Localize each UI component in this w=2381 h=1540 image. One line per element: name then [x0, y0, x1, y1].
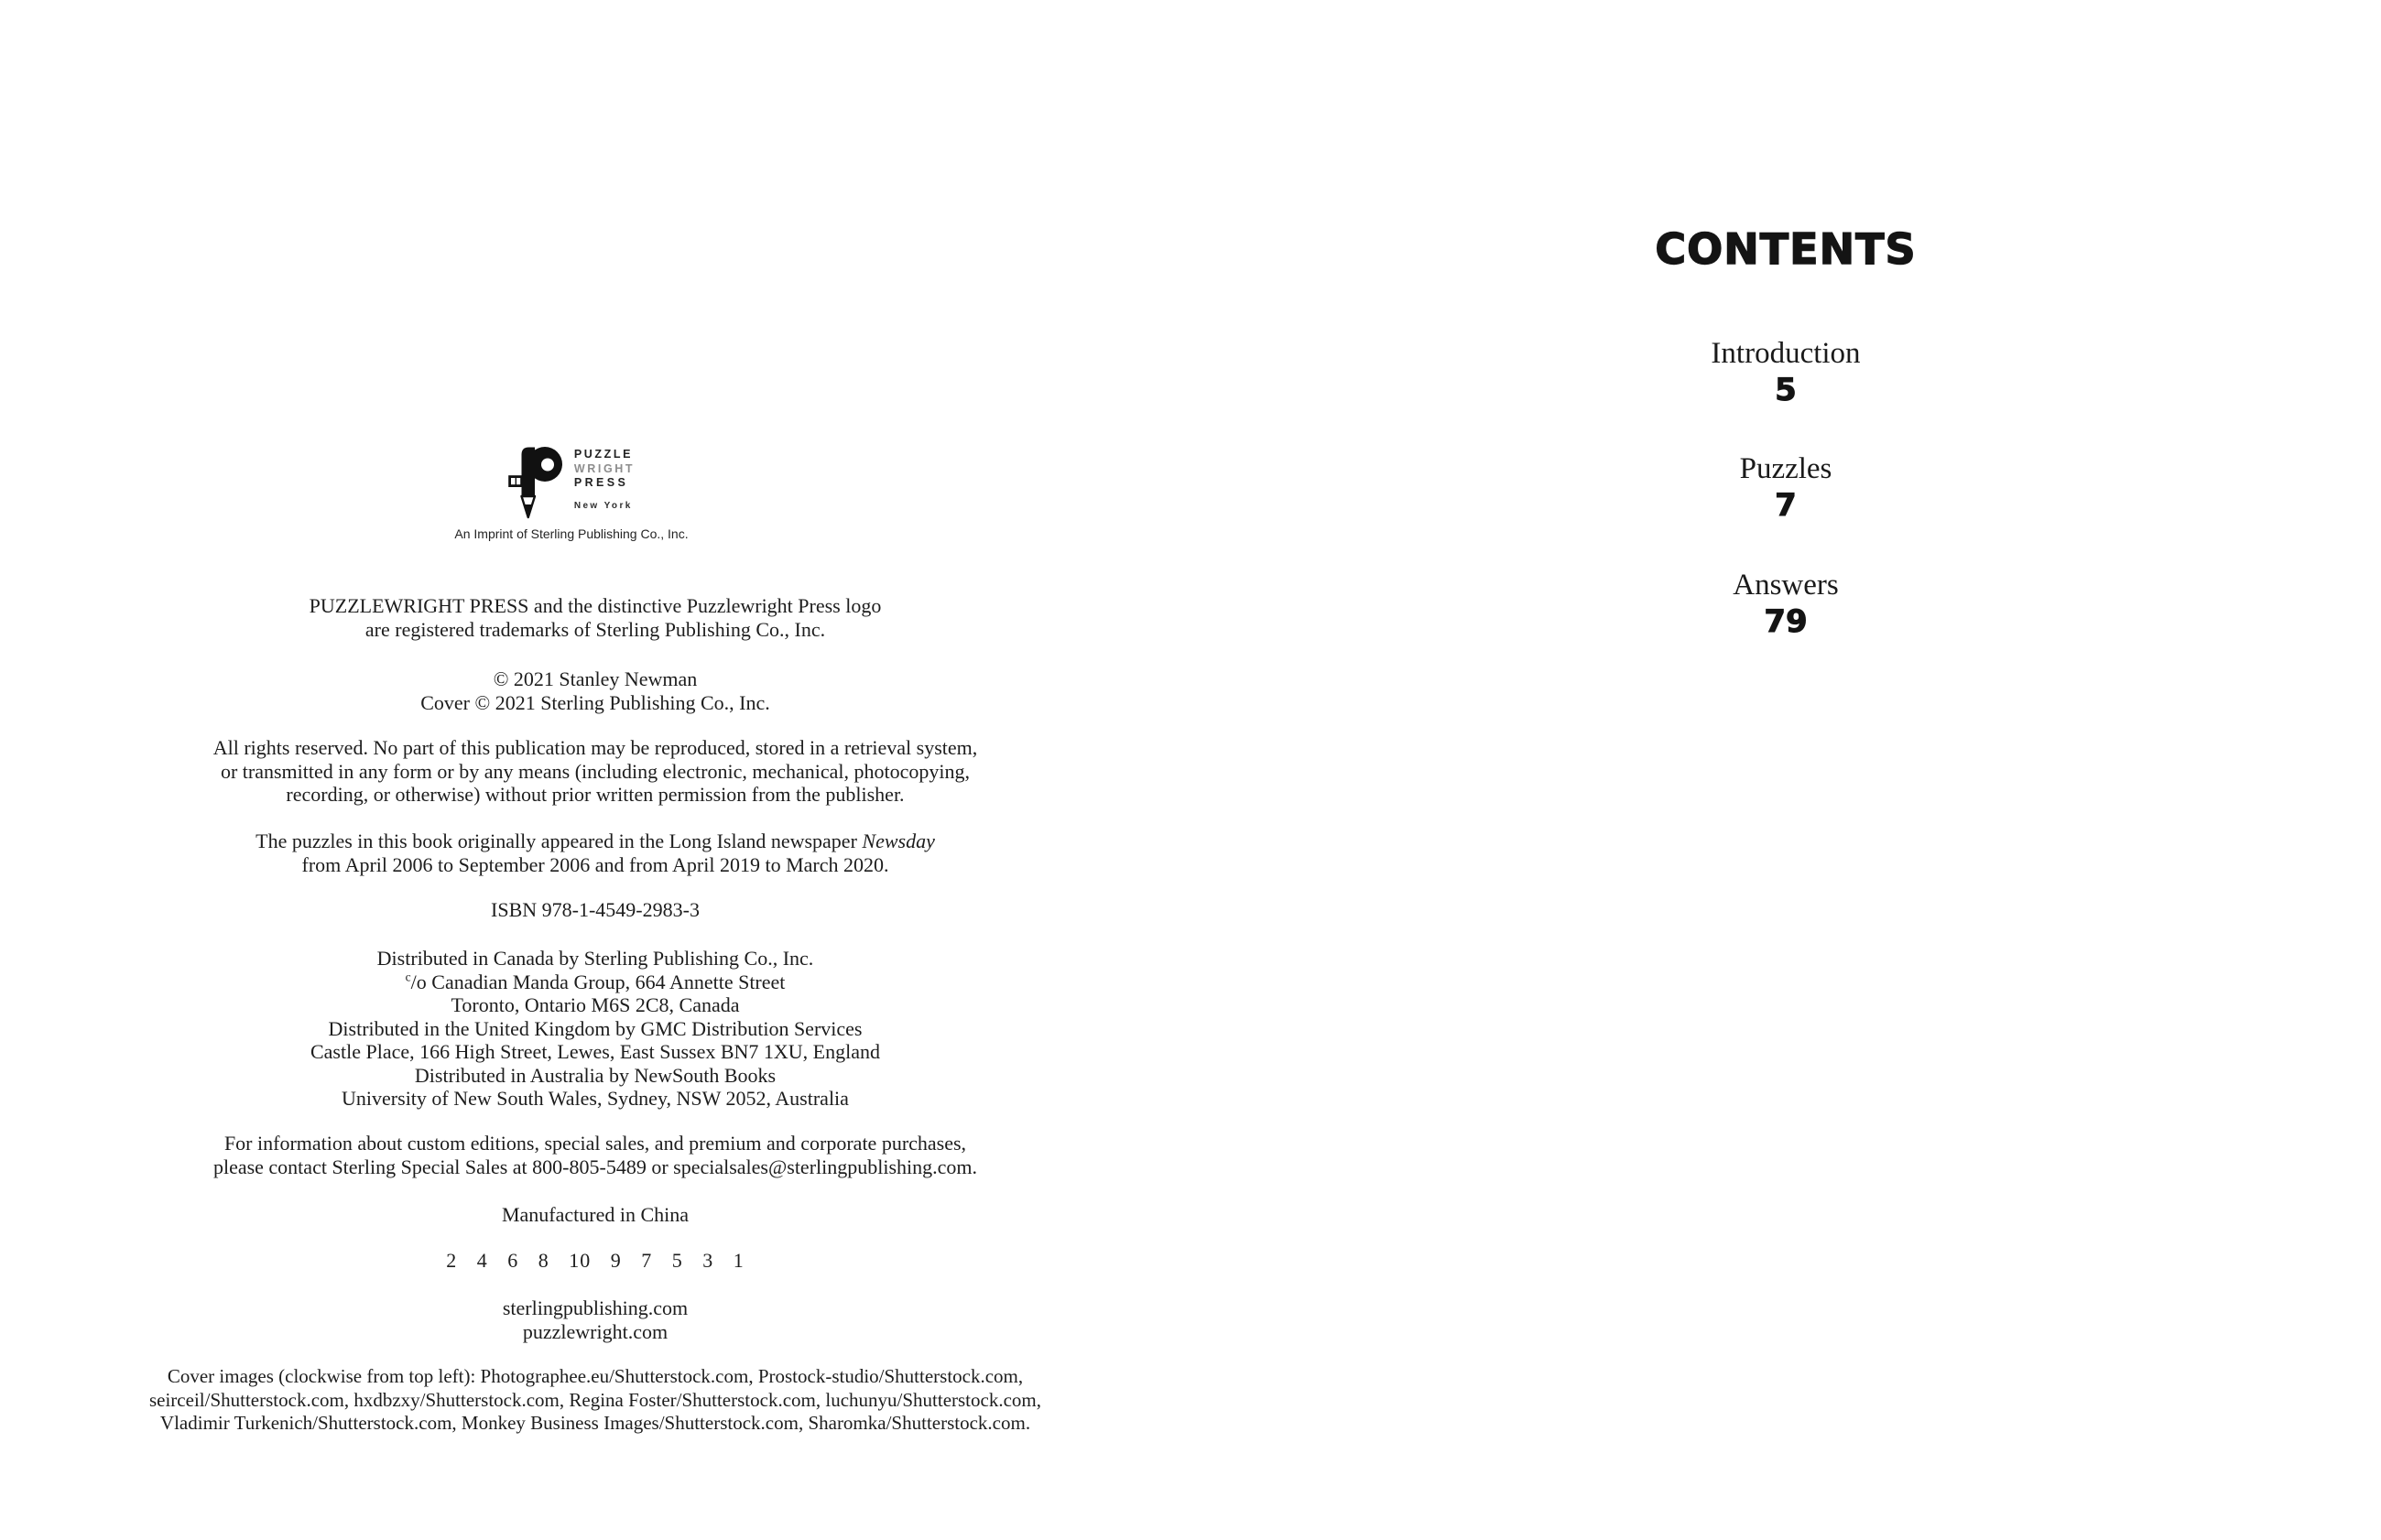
print-run-line: [81, 1249, 1110, 1273]
origin-text: The puzzles in this book originally appeared in the Long Island newspaper: [255, 830, 863, 852]
text-line: PUZZLEWRIGHT PRESS and the distinctive Puzzlewright Press logo: [309, 594, 882, 617]
origin-paragraph: [81, 830, 1110, 876]
toc-page-number: 7: [1775, 487, 1797, 524]
cover-credits-paragraph: [81, 1365, 1110, 1436]
copyright-paragraph: [81, 667, 1110, 714]
logo-word-wright: WRIGHT: [573, 461, 636, 475]
contents-title: CONTENTS: [1655, 224, 1917, 274]
toc-page-number: 5: [1775, 372, 1797, 408]
logo-word-press: PRESS: [573, 476, 629, 489]
text-line: recording, or otherwise) without prior written permission from the publisher.: [286, 783, 905, 806]
text-line: Manufactured in China: [501, 1203, 690, 1226]
toc-entry-puzzles: [1603, 452, 1969, 523]
care-of-sup: c: [405, 970, 411, 984]
text-line: are registered trademarks of Sterling Publishing Co., Inc.: [364, 617, 826, 641]
text-line: sterlingpublishing.com: [502, 1296, 689, 1319]
text-line: © 2021 Stanley Newman: [493, 667, 698, 690]
text-line: or transmitted in any form or by any means (including electronic, mechanical, photocopying,: [220, 759, 971, 783]
distribution-paragraph: [81, 947, 1110, 1111]
text-line: Cover images (clockwise from top left): Photographee.eu/Shutterstock.com, Prostock-studio/Shutterstock.com,: [167, 1365, 1024, 1387]
rights-paragraph: [81, 736, 1110, 807]
toc-label: Introduction: [1711, 337, 1861, 370]
care-of-rest: /o Canadian Manda Group, 664 Annette Street: [410, 970, 786, 993]
isbn-line: [81, 898, 1110, 922]
logo-word-puzzle: PUZZLE: [573, 448, 634, 461]
manufactured-line: [81, 1203, 1110, 1227]
text-line: from April 2006 to September 2006 and from April 2019 to March 2020.: [301, 852, 889, 876]
text-line: Distributed in Canada by Sterling Publishing Co., Inc.: [376, 947, 814, 970]
text-line: Castle Place, 166 High Street, Lewes, East Sussex BN7 1XU, England: [310, 1040, 880, 1063]
puzzlewright-logo: [57, 446, 1086, 521]
toc-entry-answers: [1603, 569, 1969, 639]
contents-page: [1603, 0, 1969, 1540]
websites-paragraph: [81, 1296, 1110, 1343]
text-line: Distributed in Australia by NewSouth Books: [414, 1063, 777, 1087]
text-line: For information about custom editions, special sales, and premium and corporate purchases,: [223, 1132, 967, 1155]
text-line: puzzlewright.com: [522, 1319, 669, 1343]
trademark-paragraph: [81, 594, 1110, 641]
text-line: Distributed in the United Kingdom by GMC Distribution Services: [328, 1016, 863, 1040]
pencil-p-logo-icon: [508, 446, 563, 521]
text-line: seirceil/Shutterstock.com, hxdbzxy/Shutterstock.com, Regina Foster/Shutterstock.com, luchunyu/Shutterstock.com,: [148, 1388, 1041, 1411]
logo-wordmark: [574, 448, 635, 512]
copyright-page: [81, 0, 1110, 1540]
text-line: 2 4 6 8 10 9 7 5 3 1: [446, 1249, 745, 1272]
text-line: Toronto, Ontario M6S 2C8, Canada: [451, 993, 740, 1016]
text-line: Cover © 2021 Sterling Publishing Co., Inc.: [420, 690, 770, 714]
newsday-italic: Newsday: [862, 830, 935, 852]
special-sales-paragraph: [81, 1132, 1110, 1178]
toc-label: Puzzles: [1739, 452, 1832, 485]
text-line: [81, 971, 1110, 994]
imprint-line: An Imprint of Sterling Publishing Co., Inc.: [454, 526, 689, 541]
text-line: please contact Sterling Special Sales at 800-805-5489 or specialsales@sterlingpublishing.com.: [212, 1155, 978, 1178]
text-line: ISBN 978-1-4549-2983-3: [491, 898, 700, 921]
text-line: University of New South Wales, Sydney, NSW 2052, Australia: [342, 1087, 849, 1110]
logo-city: New York: [573, 500, 633, 511]
text-line: All rights reserved. No part of this publication may be reproduced, stored in a retrieval system,: [212, 736, 978, 759]
toc-label: Answers: [1733, 569, 1839, 602]
text-line: [81, 830, 1110, 853]
toc-entry-introduction: [1603, 337, 1969, 407]
text-line: Vladimir Turkenich/Shutterstock.com, Monkey Business Images/Shutterstock.com, Sharomka/Shutterstock.com.: [159, 1412, 1031, 1434]
toc-page-number: 79: [1764, 603, 1808, 640]
